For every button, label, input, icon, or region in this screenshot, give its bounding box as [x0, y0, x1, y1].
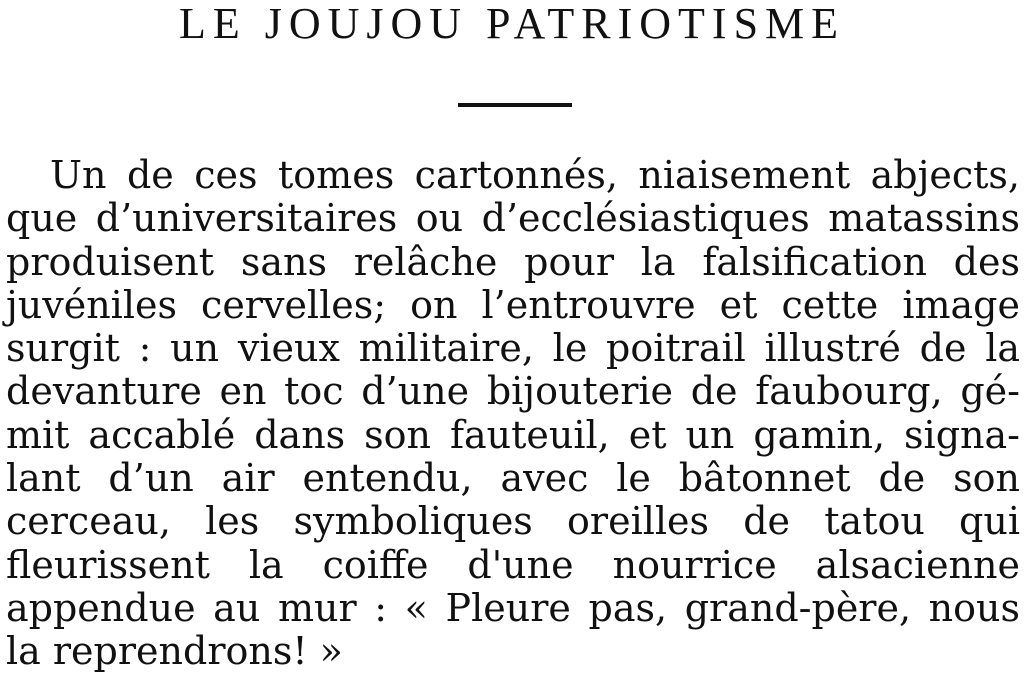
paragraph-line: la reprendrons! »	[6, 629, 343, 674]
paragraph-line: cerceau, les symboliques oreilles de tatou qui	[6, 499, 1020, 544]
paragraph-line: produisent sans relâche pour la falsification des	[6, 239, 1020, 284]
paragraph-line: devanture en toc d’une bijouterie de faubourg, gé-	[6, 369, 1020, 414]
paragraph-line: Un de ces tomes cartonnés, niaisement abjects,	[50, 153, 1020, 197]
body-paragraph	[6, 154, 1020, 674]
paragraph-line: lant d’un air entendu, avec le bâtonnet de son	[6, 456, 1020, 501]
title-separator-rule	[458, 103, 572, 107]
paragraph-line: que d’universitaires ou d’ecclésiastiques matassins	[6, 196, 1020, 241]
paragraph-line: fleurissent la coiffe d'une nourrice alsacienne	[6, 542, 1020, 587]
paragraph-line: appendue au mur : « Pleure pas, grand-père, nous	[6, 585, 1020, 630]
paragraph-line: juvéniles cervelles; on l’entrouvre et cette image	[6, 282, 1020, 327]
paragraph-line: surgit : un vieux militaire, le poitrail illustré de la	[6, 326, 1020, 371]
chapter-title: LE JOUJOU PATRIOTISME	[178, 0, 846, 48]
paragraph-line: mit accablé dans son fauteuil, et un gamin, signa-	[6, 412, 1020, 457]
